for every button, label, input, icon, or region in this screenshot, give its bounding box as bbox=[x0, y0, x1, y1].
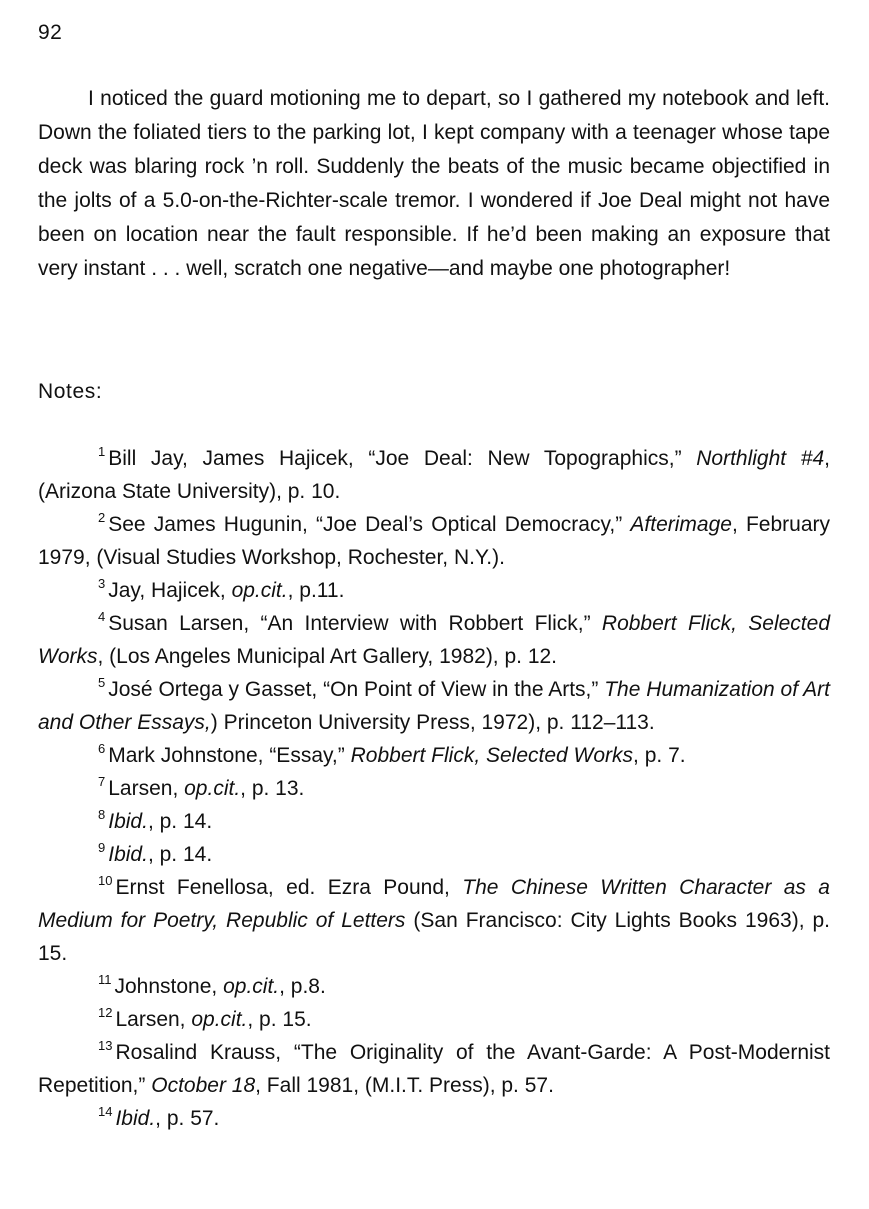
note-citation: , Fall 1981, (M.I.T. Press), p. 57. bbox=[255, 1074, 554, 1097]
note-number: 9 bbox=[98, 840, 106, 855]
note-number: 1 bbox=[98, 444, 106, 459]
note-number: 3 bbox=[98, 576, 106, 591]
note-title: Ibid. bbox=[108, 810, 148, 833]
note-citation: , p.11. bbox=[287, 579, 345, 602]
note-title: The Chinese Written Character as a Medium for Poetry, Republic of Letters bbox=[38, 876, 830, 932]
body-paragraph: I noticed the guard motioning me to depart, so I gathered my notebook and left. Down the foliated tiers to the parking lot, I kept company with a teenager whose tape deck was blaring rock ’n roll. Suddenly the beats of the music became objectified in the jolts of a 5.0-on-the-Richter-scale tremor. I wondered if Joe Deal might not have been on location near the fault responsible. If he’d been making an exposure that very instant . . . well, scratch one negative—and maybe one photographer! bbox=[38, 87, 830, 280]
note-item bbox=[38, 805, 830, 838]
note-title: Ibid. bbox=[115, 1107, 156, 1130]
note-item bbox=[38, 607, 830, 673]
note-title: Afterimage bbox=[630, 513, 732, 536]
note-item bbox=[38, 574, 830, 607]
note-citation: , p. 15. bbox=[247, 1008, 312, 1031]
note-item bbox=[38, 1036, 830, 1102]
note-title: Ibid. bbox=[108, 843, 148, 866]
note-title: Northlight #4 bbox=[696, 447, 825, 470]
note-citation: , February 1979, (Visual Studies Workshop, Rochester, N.Y.). bbox=[38, 513, 830, 569]
note-title: Robbert Flick, Selected Works bbox=[38, 612, 830, 668]
page-number: 92 bbox=[38, 21, 63, 44]
note-citation: , p. 14. bbox=[147, 843, 213, 866]
notes-heading: Notes: bbox=[38, 380, 103, 403]
note-text: Larsen, bbox=[108, 777, 185, 800]
note-title: The Humanization of Art and Other Essays, bbox=[38, 678, 830, 734]
note-citation: ) Princeton University Press, 1972), p. 112–113. bbox=[210, 711, 655, 734]
note-citation: , (Los Angeles Municipal Art Gallery, 1982), p. 12. bbox=[97, 645, 558, 668]
note-citation: (San Francisco: City Lights Books 1963), p. 15. bbox=[38, 909, 831, 965]
note-title: op.cit. bbox=[184, 777, 241, 800]
note-number: 11 bbox=[98, 972, 112, 987]
note-text: Bill Jay, James Hajicek, “Joe Deal: New Topographics,” bbox=[108, 447, 697, 470]
note-title: op.cit. bbox=[231, 579, 288, 602]
note-item bbox=[38, 970, 830, 1003]
note-citation: , p. 7. bbox=[633, 744, 686, 767]
note-number: 13 bbox=[98, 1038, 113, 1053]
note-item bbox=[38, 1102, 830, 1135]
note-title: op.cit. bbox=[191, 1008, 248, 1031]
notes-list bbox=[38, 442, 830, 1135]
note-number: 8 bbox=[98, 807, 106, 822]
note-item bbox=[38, 838, 830, 871]
note-number: 6 bbox=[98, 741, 106, 756]
note-text: Mark Johnstone, “Essay,” bbox=[108, 744, 351, 767]
note-number: 12 bbox=[98, 1005, 113, 1020]
note-text: Johnstone, bbox=[114, 975, 224, 998]
note-number: 2 bbox=[98, 510, 106, 525]
note-number: 4 bbox=[98, 609, 106, 624]
note-text: See James Hugunin, “Joe Deal’s Optical Democracy,” bbox=[108, 513, 631, 536]
note-text: José Ortega y Gasset, “On Point of View in the Arts,” bbox=[108, 678, 605, 701]
note-text: Rosalind Krauss, “The Originality of the Avant-Garde: A Post-Modernist Repetition,” bbox=[38, 1041, 830, 1097]
note-text: Ernst Fenellosa, ed. Ezra Pound, bbox=[115, 876, 463, 899]
note-number: 5 bbox=[98, 675, 106, 690]
note-item bbox=[38, 442, 830, 508]
note-text: Susan Larsen, “An Interview with Robbert Flick,” bbox=[108, 612, 602, 635]
note-item bbox=[38, 772, 830, 805]
note-number: 10 bbox=[98, 873, 113, 888]
note-citation: , p. 13. bbox=[240, 777, 305, 800]
note-citation: , p. 57. bbox=[155, 1107, 220, 1130]
note-item bbox=[38, 1003, 830, 1036]
note-title: Robbert Flick, Selected Works bbox=[350, 744, 634, 767]
note-item bbox=[38, 673, 830, 739]
note-title: October 18 bbox=[151, 1074, 256, 1097]
note-text: Jay, Hajicek, bbox=[108, 579, 232, 602]
note-title: op.cit. bbox=[223, 975, 280, 998]
note-citation: , p.8. bbox=[279, 975, 326, 998]
note-number: 7 bbox=[98, 774, 106, 789]
note-item bbox=[38, 871, 830, 970]
note-item bbox=[38, 739, 830, 772]
note-number: 14 bbox=[98, 1104, 113, 1119]
note-text: Larsen, bbox=[115, 1008, 192, 1031]
note-citation: , (Arizona State University), p. 10. bbox=[38, 447, 830, 503]
note-citation: , p. 14. bbox=[147, 810, 213, 833]
note-item bbox=[38, 508, 830, 574]
